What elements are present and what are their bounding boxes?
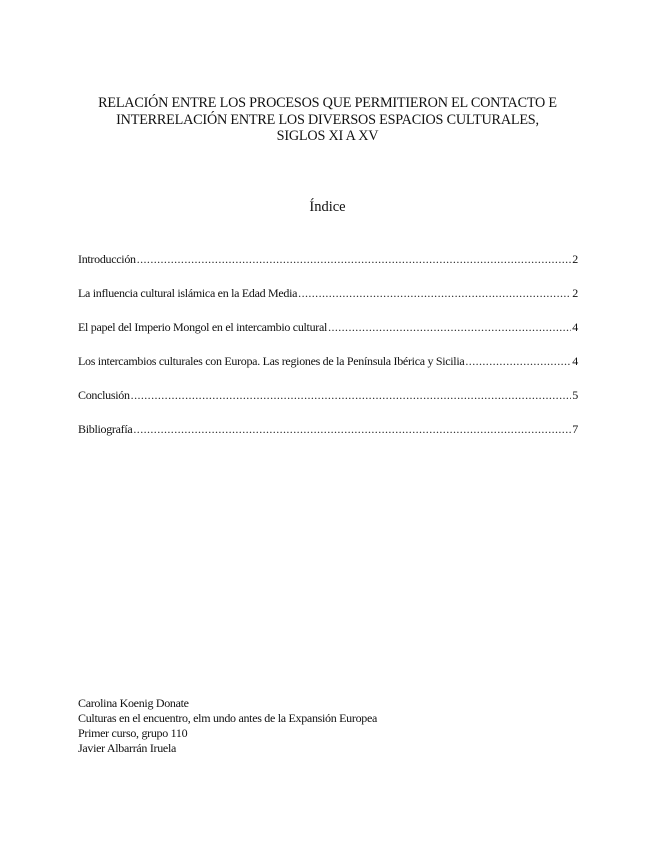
toc-dot-leader (137, 252, 572, 267)
toc-entry-page: 2 (572, 252, 578, 266)
toc-dot-leader (133, 422, 571, 437)
course-name: Culturas en el encuentro, elm undo antes de la Expansión Europea (78, 711, 378, 725)
toc-entry-page: 4 (572, 354, 578, 368)
author-block (78, 696, 377, 756)
table-of-contents (78, 252, 578, 456)
toc-entry-label: Los intercambios culturales con Europa. Las regiones de la Península Ibérica y Sicilia (78, 354, 465, 368)
toc-entry-conclusion[interactable] (78, 388, 578, 406)
title-line-1: RELACIÓN ENTRE LOS PROCESOS QUE PERMITIERON EL CONTACTO E (98, 95, 557, 111)
toc-dot-leader (465, 354, 571, 369)
toc-entry-influencia-islamica[interactable] (78, 286, 578, 304)
toc-entry-label: El papel del Imperio Mongol en el intercambio cultural (78, 320, 328, 334)
toc-dot-leader (328, 320, 571, 335)
toc-entry-label: Introducción (78, 252, 136, 266)
title-line-2: INTERRELACIÓN ENTRE LOS DIVERSOS ESPACIOS CULTURALES, (116, 111, 539, 128)
document-title (60, 95, 595, 145)
toc-entry-page: 5 (572, 388, 578, 402)
toc-entry-label: Conclusión (78, 388, 130, 402)
toc-entry-introduccion[interactable] (78, 252, 578, 270)
toc-dot-leader (298, 286, 571, 301)
toc-dot-leader (131, 388, 572, 403)
toc-entry-page: 7 (572, 422, 578, 436)
toc-entry-bibliografia[interactable] (78, 422, 578, 440)
professor-name: Javier Albarrán Iruela (78, 741, 177, 755)
toc-entry-page: 4 (572, 320, 578, 334)
toc-entry-label: Bibliografía (78, 422, 133, 436)
toc-entry-intercambios-europa[interactable] (78, 354, 578, 372)
author-name: Carolina Koenig Donate (78, 696, 189, 710)
toc-entry-label: La influencia cultural islámica en la Edad Media (78, 286, 298, 300)
index-heading: Índice (309, 199, 346, 215)
toc-entry-page: 2 (572, 286, 578, 300)
title-line-3: SIGLOS XI A XV (276, 128, 379, 144)
toc-entry-imperio-mongol[interactable] (78, 320, 578, 338)
course-group: Primer curso, grupo 110 (78, 726, 188, 740)
